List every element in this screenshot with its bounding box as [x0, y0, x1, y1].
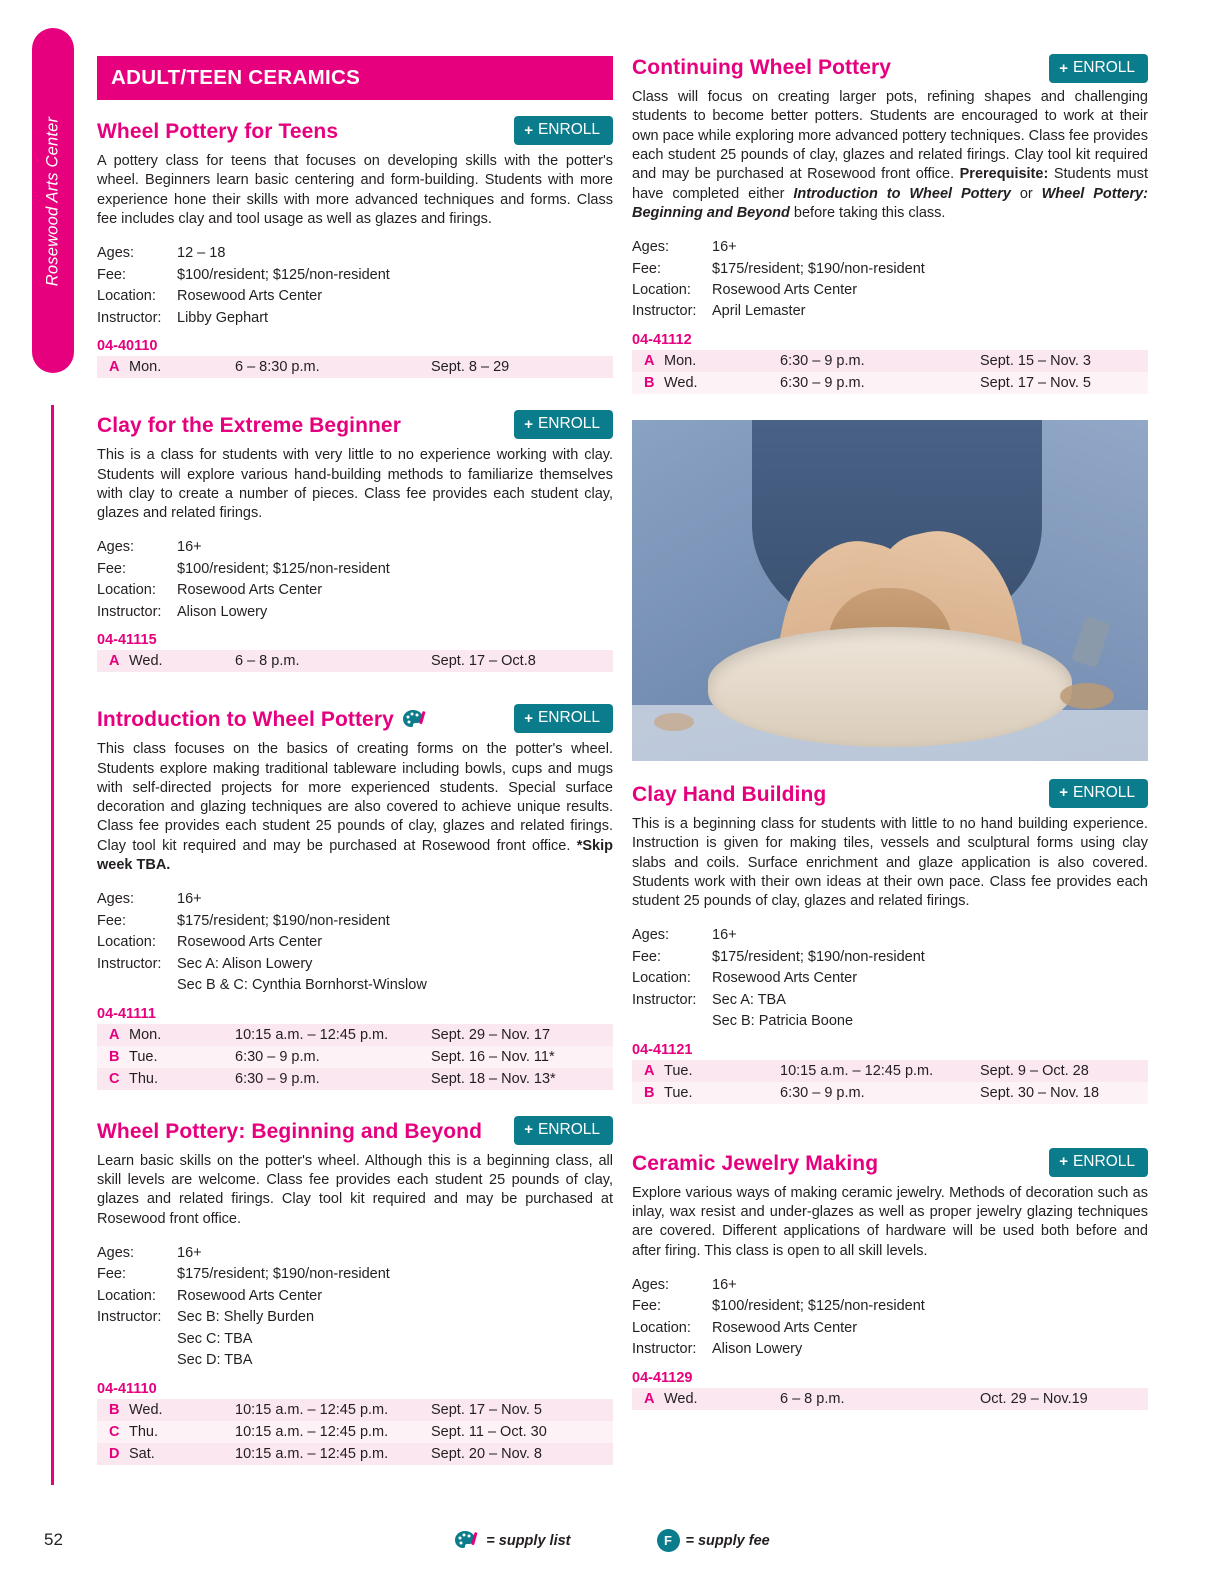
section-time: 6:30 – 9 p.m.: [780, 374, 865, 391]
section-day: Mon.: [129, 1026, 162, 1043]
course-title: Clay Hand Building: [632, 782, 827, 806]
instructor-label: Instructor:: [97, 309, 162, 326]
section-letter: D: [109, 1445, 120, 1462]
course-title: Wheel Pottery for Teens: [97, 120, 339, 143]
instructor-value: Sec A: Alison Lowery: [177, 955, 313, 972]
enroll-button[interactable]: [1049, 54, 1148, 83]
section-letter: A: [109, 1026, 120, 1043]
section-letter: A: [109, 359, 120, 376]
enroll-button[interactable]: [514, 116, 613, 145]
ages-value: 16+: [712, 927, 737, 944]
section-time: 10:15 a.m. – 12:45 p.m.: [235, 1026, 389, 1043]
photo-pottery-wheel: [708, 627, 1072, 747]
table-row[interactable]: [97, 650, 613, 672]
instructor-label: Instructor:: [97, 1309, 162, 1326]
enroll-button[interactable]: [514, 1116, 613, 1145]
plus-icon: +: [1059, 1153, 1068, 1171]
fee-label: Fee:: [97, 266, 127, 283]
section-dates: Sept. 9 – Oct. 28: [980, 1062, 1089, 1079]
prerequisite-text: Students must have completed either: [632, 166, 1148, 202]
instructor-value: Sec B: Shelly Burden: [177, 1309, 315, 1326]
legend: [0, 1529, 1224, 1552]
instructor-value-extra: Sec D: TBA: [177, 1352, 253, 1369]
section-letter: B: [644, 1084, 655, 1101]
course-details: [632, 1275, 1148, 1361]
section-time: 10:15 a.m. – 12:45 p.m.: [235, 1445, 389, 1462]
course-details: [97, 243, 613, 329]
section-letter: A: [644, 1062, 655, 1079]
instructor-value: Alison Lowery: [712, 1341, 803, 1358]
plus-icon: +: [524, 415, 533, 433]
prerequisite-tail: before taking this class.: [789, 204, 946, 221]
legend-supply-fee: [657, 1529, 770, 1552]
section-dates: Sept. 18 – Nov. 13*: [431, 1070, 556, 1087]
section-day: Wed.: [664, 1390, 698, 1407]
fee-value: $100/resident; $125/non-resident: [177, 560, 390, 577]
ages-label: Ages:: [97, 539, 135, 556]
ages-value: 16+: [712, 239, 737, 256]
section-side-tab: [32, 28, 74, 373]
ages-value: 16+: [177, 539, 202, 556]
section-letter: A: [644, 1390, 655, 1407]
course-card: [97, 1120, 613, 1465]
instructor-value: Sec A: TBA: [712, 991, 786, 1008]
instructor-value: April Lemaster: [712, 303, 806, 320]
instructor-value-extra: Sec B & C: Cynthia Bornhorst-Winslow: [177, 977, 427, 994]
enroll-label: ENROLL: [1072, 1152, 1135, 1170]
instructor-label: Instructor:: [632, 303, 697, 320]
course-card: [97, 414, 613, 672]
course-title: Wheel Pottery: Beginning and Beyond: [97, 1119, 483, 1143]
enroll-button[interactable]: [514, 410, 613, 439]
instructor-value: Libby Gephart: [177, 309, 269, 326]
course-card: [97, 708, 613, 1089]
section-table: [97, 650, 613, 672]
section-letter: A: [109, 653, 120, 670]
fee-value: $100/resident; $125/non-resident: [712, 1298, 925, 1315]
location-value: Rosewood Arts Center: [177, 288, 323, 305]
location-value: Rosewood Arts Center: [712, 282, 858, 299]
plus-icon: +: [1059, 59, 1068, 77]
left-column: [97, 56, 613, 1491]
fee-label: Fee:: [97, 1266, 127, 1283]
section-day: Sat.: [129, 1445, 155, 1462]
fee-label: Fee:: [97, 560, 127, 577]
section-table: [97, 1399, 613, 1465]
table-row[interactable]: [632, 1082, 1148, 1104]
fee-value: $100/resident; $125/non-resident: [177, 266, 390, 283]
fee-label: Fee:: [97, 912, 127, 929]
fee-label: Fee:: [632, 1298, 662, 1315]
ages-label: Ages:: [97, 1244, 135, 1261]
legend-supply-list: [454, 1529, 570, 1552]
course-code: 04-41115: [97, 632, 157, 649]
ages-label: Ages:: [632, 239, 670, 256]
section-dates: Sept. 11 – Oct. 30: [431, 1423, 547, 1440]
enroll-label: ENROLL: [1072, 783, 1135, 801]
plus-icon: +: [524, 1121, 533, 1139]
course-title: Continuing Wheel Pottery: [632, 56, 892, 79]
course-description: This is a class for students with very little to no experience working with clay. Students will explore various hand-building methods to familiarize themselves with clay to create a number of pieces. Class fee provides each student clay, glazes and related firings.: [97, 447, 613, 522]
course-code: 04-41110: [97, 1380, 157, 1397]
section-table: [97, 1024, 613, 1090]
course-code: 04-40110: [97, 338, 158, 355]
section-dates: Sept. 17 – Oct.8: [431, 653, 536, 670]
course-description: [632, 88, 1148, 223]
section-day: Mon.: [664, 352, 697, 369]
course-code: 04-41129: [632, 1369, 693, 1386]
plus-icon: +: [524, 709, 533, 727]
section-table: [632, 1388, 1148, 1410]
photo-clay-splatter: [654, 713, 694, 731]
location-value: Rosewood Arts Center: [177, 582, 323, 599]
course-details: [97, 1243, 613, 1372]
course-details: [632, 925, 1148, 1032]
prerequisite-course-2: Wheel Pottery: Beginning and Beyond: [632, 185, 1149, 221]
fee-label: Fee:: [632, 948, 662, 965]
right-column: [632, 56, 1148, 1436]
ages-label: Ages:: [632, 927, 670, 944]
section-dates: Sept. 20 – Nov. 8: [431, 1445, 542, 1462]
course-details: [97, 537, 613, 623]
legend-supply-fee-label: = supply fee: [685, 1532, 770, 1549]
course-title: Ceramic Jewelry Making: [632, 1151, 879, 1175]
section-letter: B: [109, 1401, 120, 1418]
location-value: Rosewood Arts Center: [712, 970, 858, 987]
section-day: Mon.: [129, 359, 162, 376]
instructor-label: Instructor:: [632, 1341, 697, 1358]
course-card: [97, 120, 613, 378]
section-letter: A: [644, 352, 655, 369]
location-label: Location:: [97, 582, 156, 599]
ages-value: 12 – 18: [177, 245, 226, 262]
section-day: Thu.: [129, 1070, 159, 1087]
table-row[interactable]: [632, 350, 1148, 372]
enroll-label: ENROLL: [1072, 59, 1135, 76]
ages-label: Ages:: [97, 891, 135, 908]
course-card: [632, 56, 1148, 394]
course-code: 04-41121: [632, 1041, 693, 1058]
section-time: 10:15 a.m. – 12:45 p.m.: [780, 1062, 934, 1079]
instructor-label: Instructor:: [97, 603, 162, 620]
section-time: 6:30 – 9 p.m.: [780, 352, 865, 369]
course-description-note: *Skip week TBA.: [97, 837, 613, 873]
instructor-value: Alison Lowery: [177, 603, 268, 620]
section-time: 6 – 8 p.m.: [235, 653, 300, 670]
supply-list-palette-icon: [402, 709, 428, 731]
prerequisite-conjunction: or: [1010, 185, 1042, 202]
table-row[interactable]: [632, 372, 1148, 394]
section-day: Thu.: [129, 1423, 159, 1440]
table-row[interactable]: [632, 1388, 1148, 1410]
section-time: 6:30 – 9 p.m.: [780, 1084, 865, 1101]
section-table: [97, 356, 613, 378]
section-dates: Sept. 8 – 29: [431, 359, 510, 376]
course-description: Learn basic skills on the potter's wheel. Although this is a beginning class, all skill levels are welcome. Class fee provides each student 25 pounds of clay, glazes and related firings. Clay tool kit required and may be purchased at Rosewood front office.: [97, 1152, 613, 1227]
section-letter: B: [644, 374, 655, 391]
enroll-button[interactable]: [514, 704, 613, 733]
enroll-label: ENROLL: [537, 709, 600, 727]
section-time: 10:15 a.m. – 12:45 p.m.: [235, 1401, 389, 1418]
course-description-text: This class focuses on the basics of creating forms on the potter's wheel. Students explore making traditional tableware including bowls, cups and mugs with self-directed projects for more experienced students. Special surface decoration and glazing techniques are also covered to achieve unique results. Class fee provides each student 25 pounds of clay, glazes and related firings. Clay tool kit required and may be purchased at Rosewood front office.: [97, 741, 613, 854]
palette-icon: [454, 1530, 480, 1552]
enroll-label: ENROLL: [537, 121, 600, 138]
fee-value: $175/resident; $190/non-resident: [177, 1266, 390, 1283]
side-rule: [51, 405, 54, 1485]
fee-value: $175/resident; $190/non-resident: [177, 912, 390, 929]
pottery-photo: [632, 420, 1148, 761]
side-tab-label: Rosewood Arts Center: [43, 116, 62, 286]
enroll-label: ENROLL: [537, 1120, 600, 1138]
ages-value: 16+: [712, 1277, 737, 1293]
section-table: [632, 350, 1148, 394]
ages-label: Ages:: [97, 245, 135, 262]
category-header: ADULT/TEEN CERAMICS: [97, 56, 613, 100]
ages-label: Ages:: [632, 1277, 670, 1293]
legend-supply-list-label: = supply list: [486, 1532, 571, 1549]
course-card: [632, 783, 1148, 1104]
fee-value: $175/resident; $190/non-resident: [712, 948, 925, 965]
table-row[interactable]: [97, 1443, 613, 1465]
section-day: Wed.: [129, 653, 163, 670]
plus-icon: +: [524, 121, 533, 139]
section-letter: C: [109, 1070, 120, 1087]
plus-icon: +: [1059, 784, 1068, 802]
instructor-label: Instructor:: [632, 991, 697, 1008]
course-code: 04-41112: [632, 331, 692, 348]
section-letter: B: [109, 1048, 120, 1065]
section-day: Tue.: [664, 1084, 693, 1101]
fee-label: Fee:: [632, 260, 662, 277]
section-dates: Sept. 17 – Nov. 5: [431, 1401, 542, 1418]
page-number: 52: [44, 1530, 63, 1549]
table-row[interactable]: [97, 1046, 613, 1068]
course-description: [97, 740, 613, 875]
course-description: This is a beginning class for students with little to no hand building experience. Instruction is given for making tiles, vessels and sculptural forms using clay slabs and coils. Surface enrichment and glaze application is also covered. Students work with their own ideas at their own pace. Class fee provides each student 25 pounds of clay, glazes and related firings.: [632, 816, 1148, 910]
table-row[interactable]: [632, 1060, 1148, 1082]
section-day: Wed.: [129, 1401, 163, 1418]
instructor-value-extra: Sec C: TBA: [177, 1330, 253, 1347]
course-code: 04-41111: [97, 1005, 156, 1022]
section-dates: Sept. 29 – Nov. 17: [431, 1026, 551, 1043]
course-card: [632, 1152, 1148, 1410]
location-label: Location:: [632, 1319, 691, 1336]
section-letter: C: [109, 1423, 120, 1440]
section-day: Tue.: [129, 1048, 158, 1065]
section-time: 6 – 8:30 p.m.: [235, 359, 320, 376]
location-label: Location:: [97, 1287, 156, 1304]
table-row[interactable]: [97, 1399, 613, 1421]
section-day: Tue.: [664, 1062, 693, 1079]
instructor-label: Instructor:: [97, 955, 162, 972]
section-time: 6:30 – 9 p.m.: [235, 1048, 320, 1065]
section-dates: Sept. 15 – Nov. 3: [980, 352, 1091, 369]
ages-value: 16+: [177, 1244, 202, 1261]
location-value: Rosewood Arts Center: [177, 934, 323, 951]
enroll-label: ENROLL: [537, 415, 600, 433]
location-label: Location:: [632, 970, 691, 987]
fee-icon: F: [657, 1529, 680, 1552]
photo-clay-splatter: [1060, 683, 1114, 709]
section-time: 6 – 8 p.m.: [780, 1390, 845, 1407]
section-dates: Sept. 30 – Nov. 18: [980, 1084, 1100, 1101]
fee-value: $175/resident; $190/non-resident: [712, 260, 925, 277]
section-dates: Sept. 16 – Nov. 11*: [431, 1048, 555, 1065]
enroll-button[interactable]: [1049, 1148, 1148, 1177]
location-label: Location:: [97, 288, 156, 305]
course-description-text: Class will focus on creating larger pots, refining shapes and challenging students to become better potters. Students are encouraged to work at their own pace while exploring more advanced pottery techniques. Class fee provides each student 25 pounds of clay, glazes and related firings. Clay tool kit required and may be purchased at Rosewood front office.: [632, 89, 1148, 183]
section-time: 6:30 – 9 p.m.: [235, 1070, 320, 1087]
section-day: Wed.: [664, 374, 698, 391]
section-dates: Sept. 17 – Nov. 5: [980, 374, 1091, 391]
location-value: Rosewood Arts Center: [177, 1287, 323, 1304]
course-details: [97, 889, 613, 996]
course-details: [632, 237, 1148, 323]
location-label: Location:: [97, 934, 156, 951]
section-time: 10:15 a.m. – 12:45 p.m.: [235, 1423, 389, 1440]
table-row[interactable]: [97, 1024, 613, 1046]
location-value: Rosewood Arts Center: [712, 1319, 858, 1336]
table-row[interactable]: [97, 356, 613, 378]
course-description: Explore various ways of making ceramic jewelry. Methods of decoration such as inlay, wax resist and under-glazes as well as proper jewelry glazing techniques are covered. Different applications of hardware will be used both before and after firing. This class is open to all skill levels.: [632, 1184, 1148, 1259]
instructor-value-extra: Sec B: Patricia Boone: [712, 1013, 854, 1030]
enroll-button[interactable]: [1049, 779, 1148, 808]
table-row[interactable]: [97, 1421, 613, 1443]
course-title: Clay for the Extreme Beginner: [97, 414, 401, 438]
ages-value: 16+: [177, 891, 202, 908]
section-table: [632, 1060, 1148, 1104]
prerequisite-label: Prerequisite:: [959, 166, 1049, 183]
location-label: Location:: [632, 282, 691, 299]
table-row[interactable]: [97, 1068, 613, 1090]
prerequisite-course-1: Introduction to Wheel Pottery: [793, 185, 1011, 202]
course-description: A pottery class for teens that focuses on developing skills with the potter's wheel. Beginners learn basic centering and form-building. Students with more experience hone their skills with more advanced techniques and forms. Class fee includes clay and tool usage as well as glazes and firings.: [97, 153, 613, 227]
section-dates: Oct. 29 – Nov.19: [980, 1390, 1088, 1407]
course-title-text: Introduction to Wheel Pottery: [97, 708, 394, 732]
